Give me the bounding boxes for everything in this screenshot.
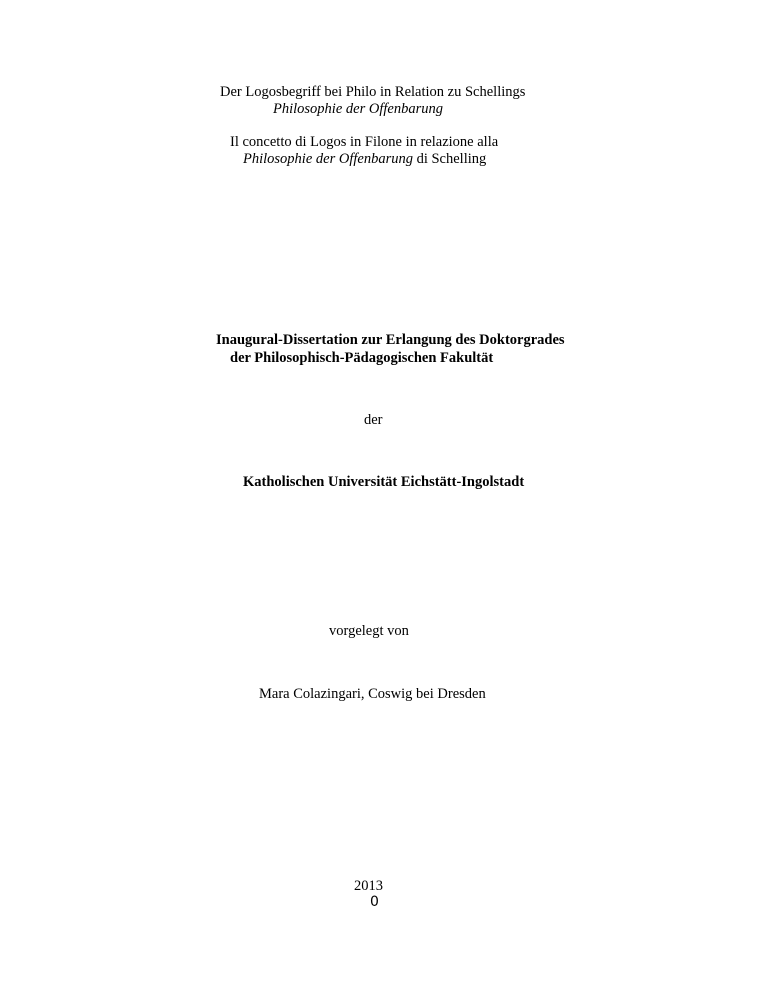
italian-title-line-1: Il concetto di Logos in Filone in relazione alla bbox=[230, 134, 499, 150]
italian-title-rest: di Schelling bbox=[412, 151, 487, 167]
italian-title-italic-part: Philosophie der Offenbarung bbox=[243, 151, 413, 167]
submitted-by-text: vorgelegt von bbox=[329, 623, 409, 639]
year-text: 2013 bbox=[354, 878, 383, 894]
page-number: 0 bbox=[370, 894, 379, 910]
der-text: der bbox=[364, 412, 383, 428]
italian-title-line-2 bbox=[243, 150, 486, 168]
dissertation-line-2: der Philosophisch-Pädagogischen Fakultät bbox=[230, 350, 494, 366]
university-name: Katholischen Universität Eichstätt-Ingolstadt bbox=[243, 474, 525, 490]
author-name: Mara Colazingari, Coswig bei Dresden bbox=[259, 686, 486, 702]
german-title-line-1: Der Logosbegriff bei Philo in Relation zu Schellings bbox=[220, 84, 526, 100]
german-title-line-2: Philosophie der Offenbarung bbox=[273, 101, 443, 117]
dissertation-line-1: Inaugural-Dissertation zur Erlangung des Doktorgrades bbox=[216, 332, 565, 348]
